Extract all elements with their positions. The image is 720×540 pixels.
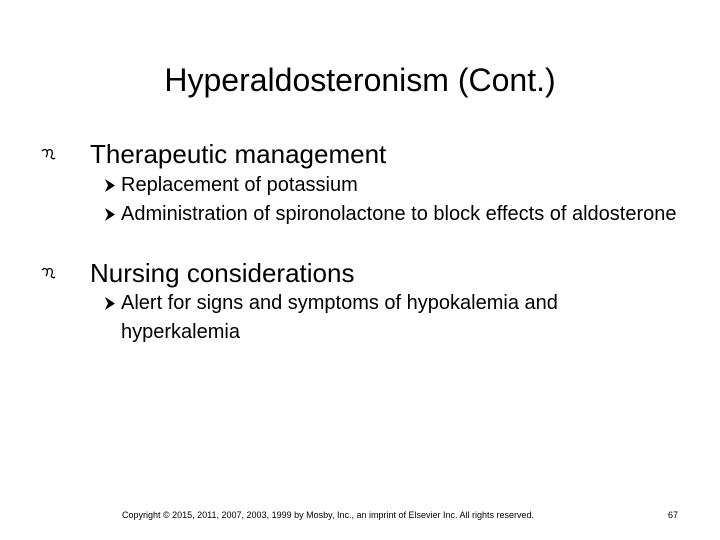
- arrow-bullet-icon: [104, 289, 116, 318]
- copyright-footer: Copyright © 2015, 2011, 2007, 2003, 1999 by Mosby, Inc., an imprint of Elsevier Inc. All rights reserved.: [122, 510, 535, 520]
- slide-title: Hyperaldosteronism (Cont.): [164, 62, 556, 98]
- section-heading-nursing: Nursing considerations: [90, 258, 355, 288]
- list-item: Alert for signs and symptoms of hypokalemia and hyperkalemia: [121, 292, 558, 343]
- page-number: 67: [667, 510, 678, 520]
- arrow-bullet-icon: [104, 200, 116, 229]
- hooked-bullet-icon: [40, 259, 56, 289]
- list-item: Replacement of potassium: [121, 174, 358, 196]
- section-heading-therapeutic: Therapeutic management: [90, 139, 387, 169]
- list-item: Administration of spironolactone to block effects of aldosterone: [121, 203, 677, 225]
- hooked-bullet-icon: [40, 140, 56, 170]
- arrow-bullet-icon: [104, 171, 116, 200]
